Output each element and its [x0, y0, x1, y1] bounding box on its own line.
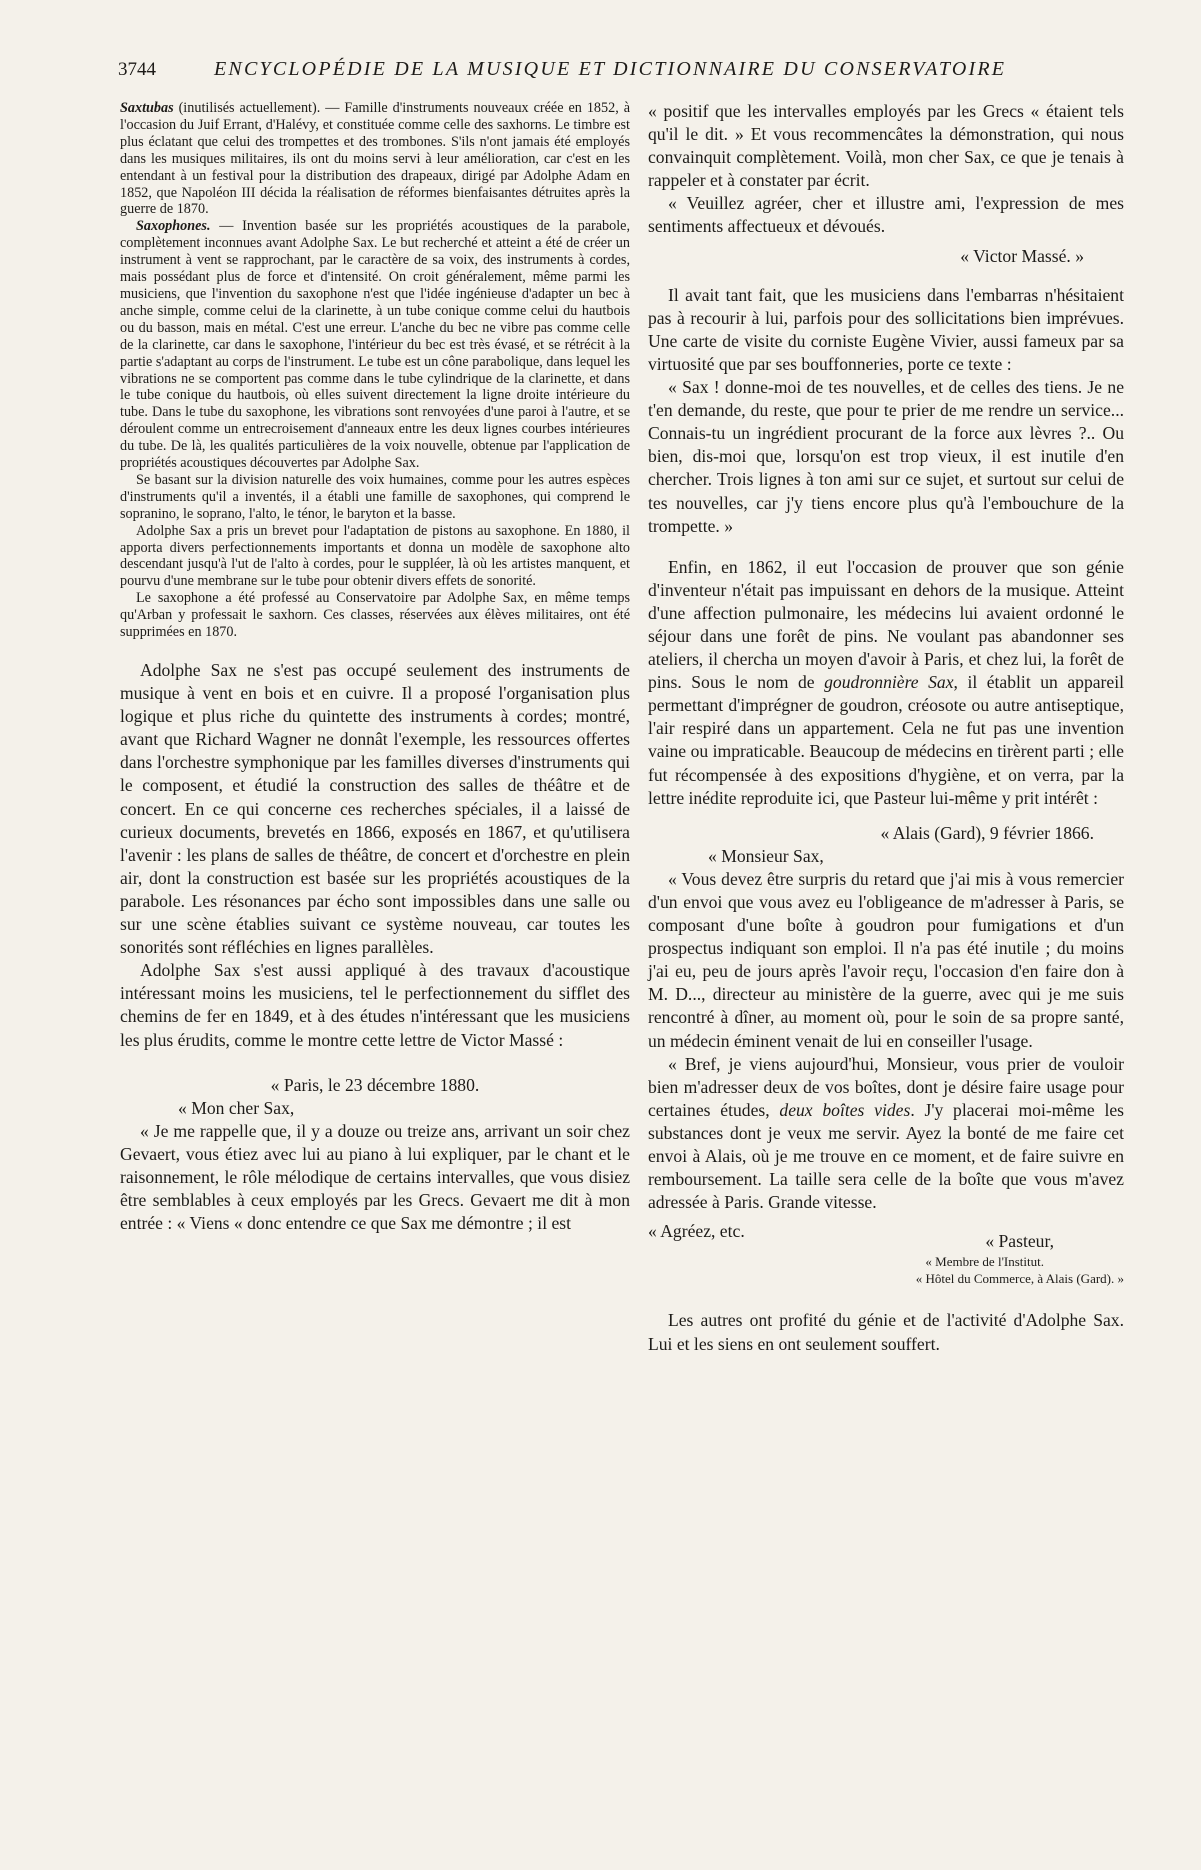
- letter-continuation: « positif que les intervalles employés par les Grecs « étaient tels qu'il le dit. » Et vous recommencâtes la démonstration, qui nous convainquit complètement. Voilà, mon cher Sax, ce que je tenais à rappeler et à constater par écrit.: [648, 101, 1124, 191]
- main-text-left: [120, 659, 630, 1235]
- pasteur-title-institut: « Membre de l'Institut.: [925, 1254, 1044, 1270]
- vivier-quote: « Sax ! donne-moi de tes nouvelles, et de celles des tiens. Je ne t'en demande, du reste, que pour te prier de me rendre un service... Connais-tu un ingrédient procurant de la force aux lèvres ?.. Ou bien, dis-moi que, lorsqu'on est trop vieux, il est inutile d'en chercher. Trois lignes à ton ami sur ce sujet, et surtout sur celui de tes nouvelles, car j'y tiens encore plus qu'à l'embouchure de la trompette. »: [648, 377, 1124, 536]
- letter-body: « Je me rappelle que, il y a douze ou treize ans, arrivant un soir chez Gevaert, vous étiez avec lui au piano à lui expliquer, par le chant et le raisonnement, le rôle mélodique de certains intervalles, que vous disiez être semblables à ceux employés par les Grecs. Gevaert me dit à mon entrée : « Viens « donc entendre ce que Sax me démontre ; il est: [120, 1120, 630, 1234]
- running-title: ENCYCLOPÉDIE DE LA MUSIQUE ET DICTIONNAIRE DU CONSERVATOIRE: [214, 58, 1007, 80]
- saxophone-patent-paragraph: Adolphe Sax a pris un brevet pour l'adaptation de pistons au saxophone. En 1880, il apporta divers perfectionnements importants et donna un modèle de saxophone alto descendant jusqu'à l'ut de l'alto à cordes, pour le suppléer, là où les artistes manquent, et pourvu d'une membrane sur le tube pour obtenir divers effets de sonorité.: [120, 522, 630, 590]
- pasteur-agreez: « Agréez, etc.: [648, 1221, 745, 1242]
- pasteur-signature: « Pasteur,: [985, 1231, 1054, 1252]
- letter-date: « Paris, le 23 décembre 1880.: [270, 1074, 480, 1095]
- left-column: [120, 100, 630, 1235]
- saxtubas-text: (inutilisés actuellement). — Famille d'instruments nouveaux créée en 1852, à l'occasion du Juif Errant, d'Halévy, et constituée comme celle des saxhorns. Le timbre est plus éclatant que celui des trompettes et des trombones. S'ils n'ont jamais été employés dans les musiques militaires, ils ont du moins servi à leur amélioration, car c'est en les entendant à un festival pour la distribution des drapeaux, dirigé par Adolphe Adam en 1852, que Napoléon III décida la réalisation de réformes bienfaisantes détruites après la guerre de 1870.: [120, 100, 630, 218]
- saxophones-text: — Invention basée sur les propriétés acoustiques de la parabole, complètement inconnues avant Adolphe Sax. Le but recherché et atteint a été de créer un instrument à vent se rapprochant, par le caractère de sa voix, des instruments à cordes, mais possédant plus de force et d'intensité. On croit généralement, même parmi les musiciens, que l'invention du saxophone n'est que l'idée ingénieuse d'adapter un bec à anche simple, comme celui de la clarinette, à un tube conique comme celui du hautbois ou du basson, mais en métal. C'est une erreur. L'anche du bec ne vibre pas comme celle de la clarinette, car dans le saxophone, l'intérieur du bec est très évasé, et se rétrécit à la partie s'adaptant au corps de l'instrument. Le tube est un cône parabolique, dans lequel les vibrations ne se comportent pas comme dans le tube cylindrique de la clarinette, et dans le tube conique du hautbois, où elles suivent directement la ligne droite intérieure du tube. Dans le tube du saxophone, les vibrations sont renvoyées d'une paroi à l'autre, et se déroulent comme un entrecroisement d'anneaux entre les deux lignes courbes intérieures du tube. De là, les qualités particulières de la voix nouvelle, obtenue par l'application de propriétés acoustiques découvertes par Adolphe Sax.: [120, 218, 630, 472]
- goudronniere-term: goudronnière Sax: [824, 672, 954, 693]
- page-number: 3744: [118, 59, 156, 80]
- pasteur-letter-paragraph: « Bref, je viens aujourd'hui, Monsieur, vous prier de vouloir bien m'adresser deux de vos boîtes, dont je désire faire usage pour certaines études, deux boîtes vides. J'y placerai moi-même les substances dont je veux me servir. Ayez la bonté de me faire cet envoi à Alais, où je me trouve en ce moment, et de faire suivre en remboursement. La taille sera celle de la boîte que vous m'avez adressée à Paris. Grande vitesse.: [648, 1053, 1124, 1213]
- saxophone-family-paragraph: Se basant sur la division naturelle des voix humaines, comme pour les autres espèces d'instruments qu'il a inventés, il a établi une famille de saxophones, qui comprend le sopranino, le soprano, l'alto, le ténor, le baryton et la basse.: [120, 471, 630, 522]
- deux-boites-vides: deux boîtes vides: [779, 1099, 911, 1120]
- pasteur-letter-paragraph: « Vous devez être surpris du retard que j'ai mis à vous remercier d'un envoi que vous avez eu l'obligeance de m'adresser à Paris, se composant d'une boîte à goudron pour fumigations et d'un prospectus indiquant son emploi. Il n'a pas été inutile ; du moins j'ai eu, peu de jours après l'avoir reçu, l'occasion d'en faire don à M. D..., directeur au ministère de la guerre, avec qui je me suis rencontré à dîner, au moment où, pour le soin de sa propre santé, un médecin éminent venait de lui en conseiller l'usage.: [648, 868, 1124, 1051]
- body-paragraph: Adolphe Sax s'est aussi appliqué à des travaux d'acoustique intéressant moins les musiciens, tel le perfectionnement du sifflet des chemins de fer en 1849, et à des études n'intéressant que les musiciens les plus érudits, comme le montre cette lettre de Victor Massé :: [120, 960, 630, 1050]
- page-header: [118, 58, 1036, 81]
- main-text-right: [648, 100, 1124, 1356]
- saxtubas-term: Saxtubas: [120, 100, 174, 116]
- right-column: [648, 100, 1124, 1356]
- conservatoire-paragraph: Le saxophone a été professé au Conservatoire par Adolphe Sax, en même temps qu'Arban y professait le saxhorn. Ces classes, réservées aux élèves militaires, ont été supprimées en 1870.: [120, 590, 630, 641]
- body-paragraph: Adolphe Sax ne s'est pas occupé seulement des instruments de musique à vent en bois et en cuivre. Il a proposé l'organisation plus logique et plus riche du quintette des instruments à cordes; montré, avant que Richard Wagner ne donnât l'exemple, les ressources offertes dans l'orchestre symphonique par les familles diverses d'instruments qui le composent, et étudié la construction des salles de théâtre et de concert. En ce qui concerne ces recherches spéciales, il a laissé de curieux documents, brevetés en 1866, exposés en 1867, et qu'utilisera l'avenir : les plans de salles de théâtre, de concert et d'orchestre en plein air, dont la construction est basée sur les propriétés acoustiques de la parabole. Les résonances par écho sont impossibles dans une salle ou sur une scène établies suivant ce système nouveau, car toutes les sonorités sont réfléchies en lignes parallèles.: [120, 660, 630, 958]
- body-paragraph: Il avait tant fait, que les musiciens dans l'embarras n'hésitaient pas à recourir à lui, parfois pour des sollicitations bien imprévues. Une carte de visite du corniste Eugène Vivier, aussi fameux par sa virtuosité que par ses bouffonneries, porte ce texte :: [648, 284, 1124, 374]
- saxtubas-entry: [120, 100, 630, 218]
- pasteur-salutation: « Monsieur Sax,: [708, 845, 824, 866]
- glossary-block: [120, 100, 630, 641]
- pasteur-letter-date: « Alais (Gard), 9 février 1866.: [880, 822, 1094, 843]
- letter-salutation: « Mon cher Sax,: [178, 1097, 295, 1118]
- final-paragraph: Les autres ont profité du génie et de l'activité d'Adolphe Sax. Lui et les siens en ont seulement souffert.: [648, 1310, 1124, 1354]
- signature-masse: « Victor Massé. »: [960, 245, 1084, 266]
- goudronniere-paragraph: Enfin, en 1862, il eut l'occasion de prouver que son génie d'inventeur n'était pas impuissant en dehors de la musique. Atteint d'une affection pulmonaire, les médecins lui avaient ordonné le séjour dans une forêt de pins. Ne voulant pas abandonner ses ateliers, il chercha un moyen d'avoir à Paris, et chez lui, la forêt de pins. Sous le nom de goudronnière Sax, il établit un appareil permettant d'imprégner de goudron, créosote ou autre antiseptique, l'air respiré dans un appartement. Cela ne fut pas une invention vaine ou impraticable. Beaucoup de médecins en tirèrent parti ; elle fut récompensée à des expositions d'hygiène, et on verra, par la lettre inédite reproduite ici, que Pasteur lui-même y prit intérêt :: [648, 556, 1124, 808]
- saxophones-term: Saxophones.: [136, 218, 211, 235]
- saxophones-entry: [120, 218, 630, 472]
- letter-closing: « Veuillez agréer, cher et illustre ami, l'expression de mes sentiments affectueux et dévoués.: [648, 193, 1124, 237]
- pasteur-title-hotel: « Hôtel du Commerce, à Alais (Gard). »: [915, 1271, 1124, 1287]
- pasteur-closing: [648, 1220, 1124, 1253]
